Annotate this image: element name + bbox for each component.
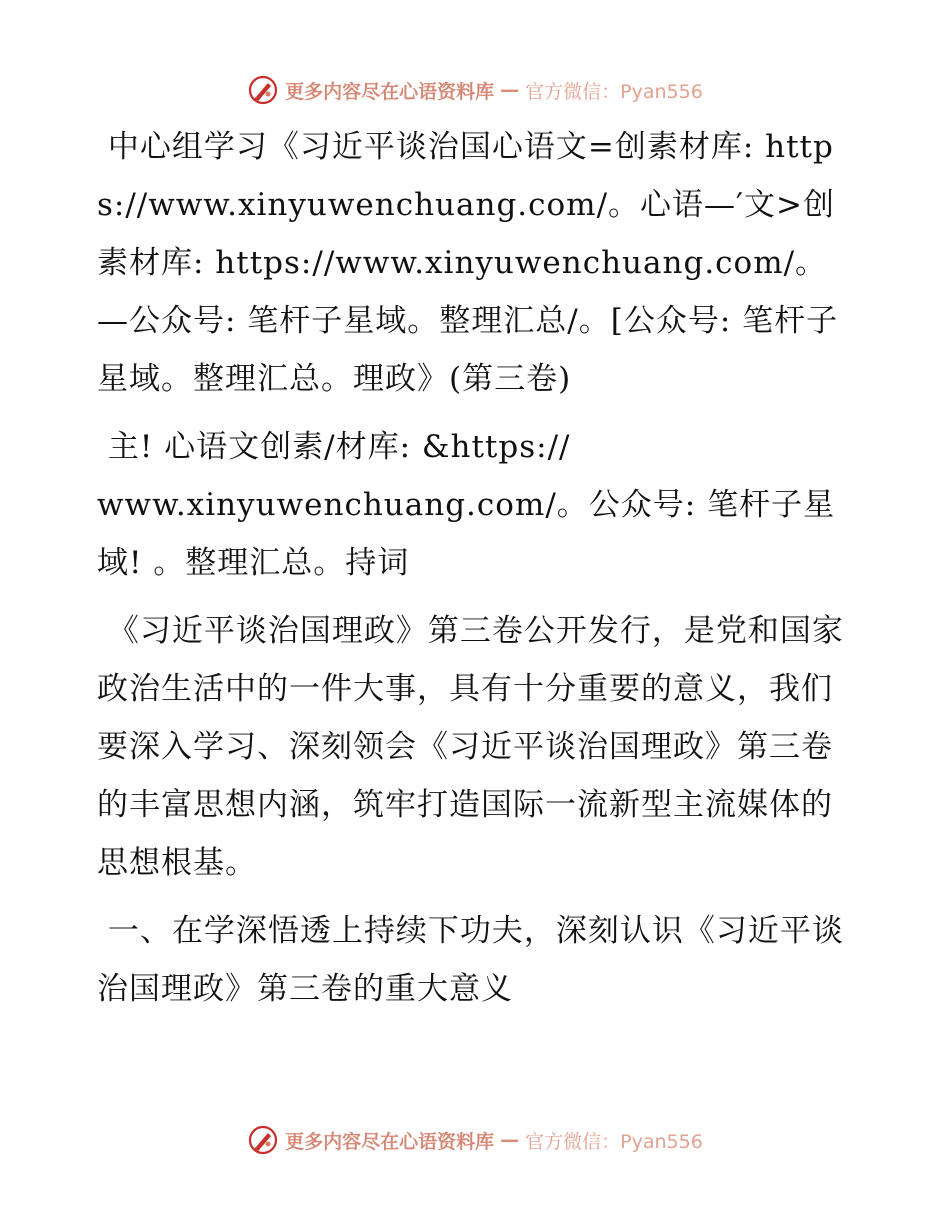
banner-dash: — [500, 1129, 520, 1151]
footer-banner [0, 1120, 950, 1160]
paragraph-4: 一、在学深悟透上持续下功夫，深刻认识《习近平谈治国理政》第三卷的重大意义 [97, 913, 844, 1007]
banner-prefix: 更多内容尽在心语资料库 [285, 80, 495, 103]
header-banner [0, 70, 950, 110]
document-body [97, 118, 857, 1028]
banner-prefix: 更多内容尽在心语资料库 [285, 1130, 495, 1153]
pen-logo-icon [247, 1124, 279, 1156]
paragraph-3: 《习近平谈治国理政》第三卷公开发行，是党和国家政治生活中的一件大事，具有十分重要的意义，我们要深入学习、深刻领会《习近平谈治国理政》第三卷的丰富思想内涵，筑牢打造国际一流新型主流媒体的思想根基。 [97, 613, 844, 881]
banner-dash: — [500, 79, 520, 101]
banner-content [247, 1124, 703, 1156]
banner-suffix: 官方微信：Pyan556 [525, 80, 703, 103]
paragraph-2: 主! 心语文创素/材库: &https:// www.xinyuwenchuang.com/。公众号: 笔杆子星 域! 。整理汇总。持词 [97, 429, 836, 581]
banner-suffix: 官方微信：Pyan556 [525, 1130, 703, 1153]
pen-logo-icon [247, 74, 279, 106]
banner-content [247, 74, 703, 106]
paragraph-1: 中心组学习《习近平谈治国心语文=创素材库: https://www.xinyuwenchuang.com/。心语—′文>创素材库: https://www.xinyuwenchuang.com/。—公众号: 笔杆子星域。整理汇总/。[公众号: 笔杆子星域。整理汇总。理政》(第三卷) [97, 129, 839, 397]
